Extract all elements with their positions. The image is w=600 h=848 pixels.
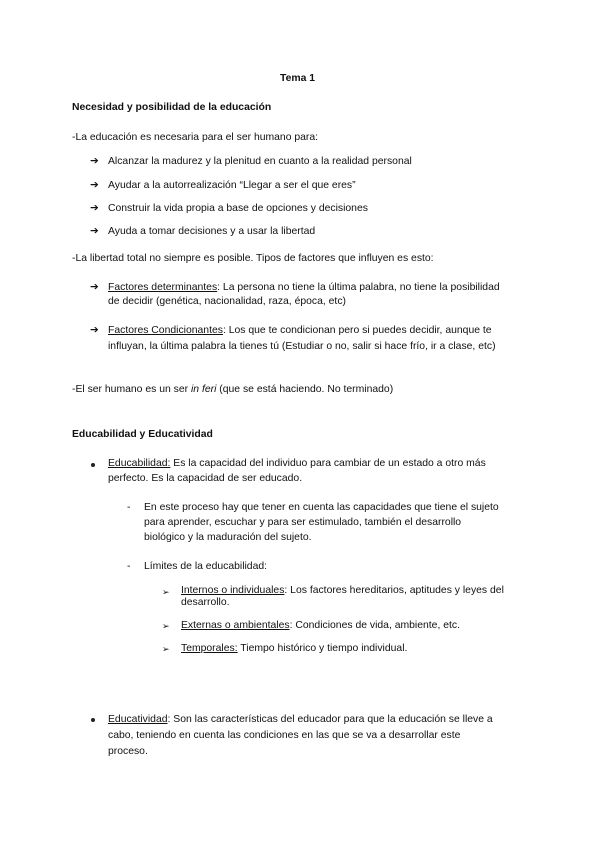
section-heading-educabilidad: Educabilidad y Educatividad xyxy=(72,429,213,440)
limit-externas xyxy=(181,619,460,633)
educatividad-definition xyxy=(108,713,493,727)
sub-item-limits: Límites de la educabilidad: xyxy=(144,561,268,572)
triangle-bullet-icon: ➢ xyxy=(162,621,170,631)
term: Educabilidad: xyxy=(108,458,171,469)
section-heading-necesidad: Necesidad y posibilidad de la educación xyxy=(72,102,272,113)
infieri-term: in feri xyxy=(190,384,217,395)
limit-definition: Tiempo histórico y tiempo individual. xyxy=(237,643,408,654)
infieri-pre: -El ser humano es un ser xyxy=(72,384,191,395)
arrow-bullet-icon: ➔ xyxy=(90,226,99,237)
limit-term: Internos o individuales xyxy=(181,585,285,596)
dash-bullet-icon: - xyxy=(127,561,131,572)
factor-determinantes xyxy=(108,281,500,295)
list-item: Construir la vida propia a base de opciones y decisiones xyxy=(108,203,368,214)
educatividad-definition-cont: cabo, teniendo en cuenta las condiciones en las que se va a desarrollar este xyxy=(108,730,461,741)
factor-condicionantes xyxy=(108,324,492,338)
bullet-dot-icon xyxy=(91,463,95,467)
definition: : Son las características del educador para que la educación se lleve a xyxy=(167,714,493,725)
factor-term: Factores Condicionantes xyxy=(108,325,223,336)
limit-definition: : Condiciones de vida, ambiente, etc. xyxy=(289,620,460,631)
arrow-bullet-icon: ➔ xyxy=(90,180,99,191)
limit-term: Temporales: xyxy=(181,643,238,654)
factor-definition: : Los que te condicionan pero si puedes decidir, aunque te xyxy=(222,325,492,336)
educabilidad-definition-cont: perfecto. Es la capacidad de ser educado. xyxy=(108,473,303,484)
sub-item-line: En este proceso hay que tener en cuenta las capacidades que tiene el sujeto xyxy=(144,502,499,513)
list-item: Ayudar a la autorrealización “Llegar a ser el que eres” xyxy=(108,180,356,191)
factor-term: Factores determinantes xyxy=(108,282,218,293)
educabilidad-definition xyxy=(108,457,486,471)
factor-definition: : La persona no tiene la última palabra, no tiene la posibilidad xyxy=(217,282,500,293)
factor-definition-cont: de decidir (genética, nacionalidad, raza, época, etc) xyxy=(108,296,346,307)
list-item: Ayuda a tomar decisiones y a usar la libertad xyxy=(108,226,316,237)
triangle-bullet-icon: ➢ xyxy=(162,587,170,597)
limit-definition-cont: desarrollo. xyxy=(181,597,230,608)
arrow-bullet-icon: ➔ xyxy=(90,156,99,167)
dash-bullet-icon: - xyxy=(127,502,131,513)
arrow-bullet-icon: ➔ xyxy=(90,282,99,293)
limit-term: Externas o ambientales xyxy=(181,620,290,631)
sub-item-line: para aprender, escuchar y para ser estimulado, también el desarrollo xyxy=(144,517,462,528)
triangle-bullet-icon: ➢ xyxy=(162,644,170,654)
bullet-dot-icon xyxy=(91,718,95,722)
limit-definition: : Los factores hereditarios, aptitudes y leyes del xyxy=(284,585,504,596)
factor-definition-cont: influyan, la última palabra la tienes tú (Estudiar o no, salir si hace frío, ir a clase, etc) xyxy=(108,341,496,352)
term: Educatividad xyxy=(108,714,168,725)
list-item: Alcanzar la madurez y la plenitud en cuanto a la realidad personal xyxy=(108,156,412,167)
sub-item-line: biológico y la maduración del sujeto. xyxy=(144,532,312,543)
infieri-post: (que se está haciendo. No terminado) xyxy=(216,384,394,395)
arrow-bullet-icon: ➔ xyxy=(90,325,99,336)
arrow-bullet-icon: ➔ xyxy=(90,203,99,214)
definition: Es la capacidad del individuo para cambiar de un estado a otro más xyxy=(170,458,486,469)
infieri-paragraph xyxy=(72,383,393,397)
page-title: Tema 1 xyxy=(280,73,316,84)
intro-paragraph-libertad: -La libertad total no siempre es posible. Tipos de factores que influyen es esto: xyxy=(72,253,434,264)
intro-paragraph: -La educación es necesaria para el ser humano para: xyxy=(72,132,319,143)
limit-temporales xyxy=(181,642,407,656)
educatividad-definition-cont: proceso. xyxy=(108,746,148,757)
